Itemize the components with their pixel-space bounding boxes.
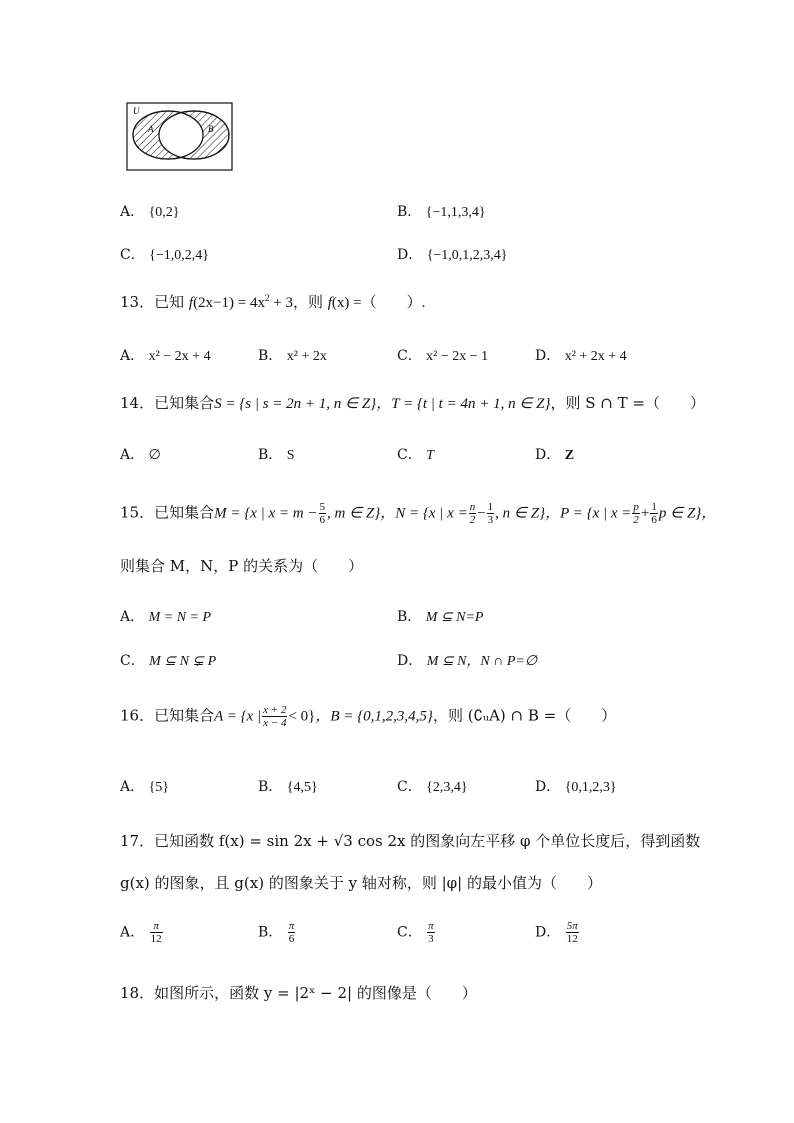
set-t: ，T = {t | t = 4n + 1, n ∈ Z}	[376, 396, 551, 412]
option-label: D．	[397, 653, 423, 669]
option-label: A．	[120, 609, 145, 625]
stem-text: 已知集合	[154, 394, 215, 412]
exponent: 2	[264, 293, 270, 303]
question-number: 13．	[120, 293, 155, 311]
q12-option-c[interactable]	[120, 244, 209, 264]
q14-option-d[interactable]	[535, 444, 574, 464]
q16-option-d[interactable]	[535, 776, 617, 796]
question-17-line2: g(x) 的图象，且 g(x) 的图象关于 y 轴对称，则 |φ| 的最小值为（ ）	[120, 874, 602, 892]
option-text: {−1,0,1,2,3,4}	[426, 248, 508, 263]
option-text: M ⊆ N，N ∩ P=∅	[426, 654, 538, 669]
q12-option-a[interactable]	[120, 201, 180, 221]
constant: + 3	[269, 295, 293, 311]
q15-option-a[interactable]	[120, 606, 211, 626]
option-text: {0,2}	[148, 205, 180, 220]
question-number: 15．	[120, 503, 155, 522]
q16-option-b[interactable]	[258, 776, 318, 796]
option-label: C．	[120, 653, 145, 669]
venn-label-u: U	[133, 106, 140, 116]
option-label: B．	[258, 447, 283, 463]
option-text: x² − 2x + 4	[148, 349, 211, 364]
fraction: $\frac{\pi}{6}$	[288, 920, 295, 945]
venn-diagram	[126, 102, 234, 172]
fraction: $\frac{\pi}{12}$	[150, 920, 162, 945]
option-label: A．	[120, 204, 145, 220]
stem-tail: ，则 (∁ᵤA) ∩ B =（ ）	[432, 706, 617, 725]
q17-option-d[interactable]	[535, 920, 580, 945]
venn-label-b: B	[208, 124, 214, 134]
set-p-lead: ，P = {x | x =	[545, 505, 632, 522]
option-label: D．	[535, 447, 561, 463]
option-label: B．	[258, 924, 283, 941]
question-15-stem	[120, 501, 716, 526]
q17-option-a[interactable]	[120, 920, 164, 945]
question-16-stem	[120, 704, 616, 729]
set-b: ，B = {0,1,2,3,4,5}	[315, 708, 433, 725]
q12-option-b[interactable]	[397, 201, 486, 221]
func-f: f	[327, 295, 332, 311]
option-text: {−1,0,2,4}	[149, 248, 210, 263]
q15-option-d[interactable]	[397, 650, 537, 670]
set-n-tail: , n ∈ Z}	[495, 505, 546, 522]
option-text: {5}	[148, 780, 170, 795]
stem-text: 已知	[154, 293, 185, 311]
q17-option-b[interactable]	[258, 920, 296, 945]
venn-label-a: A	[148, 124, 154, 134]
stem-connector: ，则	[292, 293, 323, 311]
option-text: {0,1,2,3}	[564, 780, 617, 795]
stem-text: 已知集合	[154, 503, 215, 522]
stem-text: 已知集合	[154, 706, 215, 725]
question-13-stem	[120, 291, 425, 312]
func-arg: (x) =（ ）.	[331, 295, 426, 311]
fraction: $\frac{p}{2}$	[633, 501, 639, 526]
option-label: C．	[397, 348, 422, 364]
stem-text: 已知函数 f(x) = sin 2x + √3 cos 2x 的图象向左平移 φ 个单位长度后，得到函数	[154, 832, 701, 850]
q15-option-b[interactable]	[397, 606, 483, 626]
q13-option-b[interactable]	[258, 345, 327, 365]
option-text: x² − 2x − 1	[426, 349, 489, 364]
set-a-tail: < 0}	[288, 708, 316, 725]
option-label: B．	[258, 348, 283, 364]
option-label: B．	[397, 204, 422, 220]
func-arg: (2x−1) = 4x	[193, 295, 265, 311]
option-text: {4,5}	[286, 780, 318, 795]
func-f: f	[188, 295, 194, 311]
option-label: D．	[535, 924, 561, 941]
question-14-stem	[120, 392, 705, 413]
fraction: $\frac{5\pi}{12}$	[566, 920, 578, 945]
q16-option-c[interactable]	[397, 776, 468, 796]
question-number: 18．	[120, 984, 155, 1002]
question-17-stem	[120, 830, 700, 851]
set-p-tail: p ∈ Z}，	[658, 505, 717, 522]
option-label: D．	[397, 247, 423, 263]
question-number: 14．	[120, 394, 155, 412]
option-label: D．	[535, 348, 561, 364]
fraction: $\frac{x + 2}{x - 4}$	[263, 704, 287, 729]
option-label: C．	[120, 247, 145, 263]
q17-option-c[interactable]	[397, 920, 436, 945]
set-n-lead: ，N = {x | x =	[380, 505, 468, 522]
set-m-tail: , m ∈ Z}	[327, 505, 381, 522]
plus-sign: +	[640, 505, 650, 522]
option-text: ∅	[148, 448, 161, 463]
q13-option-c[interactable]	[397, 345, 488, 365]
option-label: C．	[397, 779, 422, 795]
fraction: $\frac{\pi}{3}$	[428, 920, 434, 945]
q12-option-d[interactable]	[397, 244, 508, 264]
option-label: C．	[397, 447, 422, 463]
option-text: M = N = P	[148, 610, 212, 625]
option-text: T	[426, 448, 434, 463]
fraction: $\frac{1}{3}$	[487, 501, 494, 526]
option-text: {2,3,4}	[426, 780, 468, 795]
option-label: B．	[258, 779, 283, 795]
option-label: C．	[397, 924, 422, 941]
set-a-lead: A = {x |	[214, 708, 262, 725]
option-label: D．	[535, 779, 561, 795]
q13-option-d[interactable]	[535, 345, 627, 365]
option-label: A．	[120, 447, 145, 463]
set-s: S = {s | s = 2n + 1, n ∈ Z}	[214, 396, 377, 412]
option-text: Z	[564, 448, 575, 463]
option-label: A．	[120, 348, 145, 364]
option-label: A．	[120, 779, 145, 795]
option-text: x² + 2x	[286, 349, 327, 364]
option-label: A．	[120, 924, 145, 941]
q16-option-a[interactable]	[120, 776, 169, 796]
q14-option-b[interactable]	[258, 444, 295, 464]
option-label: B．	[397, 609, 422, 625]
question-18-stem	[120, 982, 477, 1003]
question-15-line2: 则集合 M，N，P 的关系为（ ）	[120, 557, 364, 575]
set-m-lead: M = {x | x = m −	[214, 505, 318, 522]
stem-tail: ，则 S ∩ T =（ ）	[550, 394, 705, 412]
option-text: {−1,1,3,4}	[425, 205, 486, 220]
q14-option-c[interactable]	[397, 444, 434, 464]
option-text: M ⊆ N=P	[425, 610, 484, 625]
fraction: $\frac{1}{6}$	[651, 501, 657, 526]
option-text: M ⊆ N ⊊ P	[149, 654, 217, 669]
option-text: x² + 2x + 4	[564, 349, 627, 364]
question-number: 17．	[120, 832, 155, 850]
minus-sign: −	[477, 505, 486, 522]
q15-option-c[interactable]	[120, 650, 216, 670]
option-text: S	[286, 448, 295, 463]
stem-text: 如图所示，函数 y = |2ˣ − 2| 的图像是（ ）	[154, 984, 477, 1002]
q14-option-a[interactable]	[120, 444, 161, 464]
fraction: $\frac{5}{6}$	[319, 501, 325, 526]
question-number: 16．	[120, 706, 155, 725]
q13-option-a[interactable]	[120, 345, 211, 365]
fraction: $\frac{n}{2}$	[469, 501, 476, 526]
